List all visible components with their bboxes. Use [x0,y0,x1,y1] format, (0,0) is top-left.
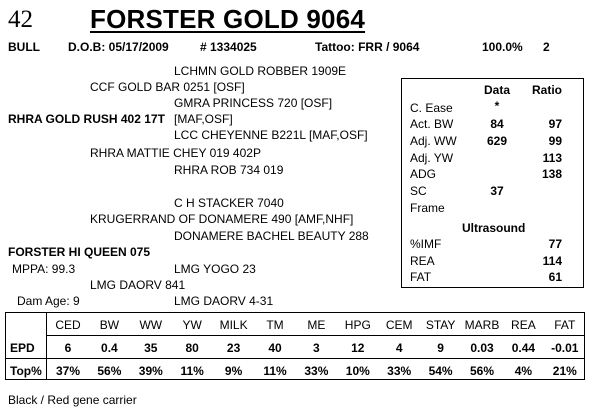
us-label: FAT [410,270,432,284]
epd-header: CED [55,318,81,332]
stat-label: Adj. WW [410,134,457,148]
epd-value: 0.03 [470,341,494,355]
mppa: MPPA: 99.3 [12,262,76,276]
epd-header: REA [511,318,536,332]
top-percent: 56% [97,364,122,378]
stat-ratio: 97 [548,117,562,131]
pedigree-dsd: DONAMERE BACHEL BEAUTY 288 [174,229,369,243]
epd-value: 80 [185,341,199,355]
registration-number: # 1334025 [200,40,257,54]
us-label: %IMF [410,237,442,251]
stat-label: C. Ease [410,101,453,115]
stat-data: 84 [490,117,504,131]
stat-data: 629 [486,134,508,148]
pedigree-sdd: RHRA ROB 734 019 [174,163,284,177]
lot-number: 42 [8,6,33,33]
stat-label: ADG [410,167,437,181]
stat-ratio: 99 [548,134,562,148]
data-col-header: Data [483,83,510,97]
pedigree-dd: LMG DAORV 841 [90,278,186,292]
us-label: REA [410,254,435,268]
epd-header: WW [139,318,163,332]
epd-value: 40 [268,341,282,355]
epd-header: TM [266,318,284,332]
sex-label: BULL [8,40,40,54]
epd-value: 23 [226,341,241,355]
top-percent: 56% [469,364,495,378]
us-ratio: 114 [542,254,562,268]
pedigree-dds: LMG YOGO 23 [174,262,256,276]
epd-header: MILK [219,318,248,332]
epd-divider [46,335,584,336]
animal-name: FORSTER GOLD 9064 [90,4,366,34]
epd-row-label: EPD [10,341,35,355]
ultrasound-title: Ultrasound [462,221,526,235]
top-percent: 54% [428,364,453,378]
stat-label: Act. BW [410,117,454,131]
epd-table [5,312,585,380]
us-ratio: 61 [548,270,562,284]
pedigree-sire: RHRA GOLD RUSH 402 17T [8,112,165,126]
top-row-label: Top% [10,364,42,378]
epd-header: ME [307,318,326,332]
pedigree-ds: KRUGERRAND OF DONAMERE 490 [AMF,NHF] [90,212,354,226]
epd-header: YW [182,318,202,332]
top-percent: 37% [55,364,81,378]
dam-age: Dam Age: 9 [17,294,80,308]
ratio-col-header: Ratio [532,83,562,97]
stat-label: Adj. YW [410,151,454,165]
top-percent: 9% [224,364,243,378]
pedigree-dss: C H STACKER 7040 [174,196,284,210]
epd-header: HPG [344,318,371,332]
epd-value: 0.44 [511,341,536,355]
top-percent: 33% [387,364,412,378]
epd-value: 35 [144,341,158,355]
dob: D.O.B: 05/17/2009 [68,40,169,54]
epd-divider [6,358,584,359]
stat-label: SC [410,184,427,198]
stat-ratio: 113 [542,151,562,165]
footer-note: Black / Red gene carrier [8,393,137,407]
epd-value: 3 [313,341,320,355]
top-percent: 11% [263,364,287,378]
epd-header: CEM [385,318,413,332]
top-percent: 33% [304,364,329,378]
epd-value: 4 [395,341,403,355]
pedigree-sire-tags: [MAF,OSF] [174,112,233,126]
us-ratio: 77 [548,237,562,251]
epd-header: BW [99,318,120,332]
top-percent: 4% [514,364,533,378]
pedigree-ddd: LMG DAORV 4-31 [174,294,274,308]
tattoo: Tattoo: FRR / 9064 [315,40,420,54]
epd-header: FAT [554,318,576,332]
top-percent: 39% [138,364,163,378]
stat-ratio: 138 [541,167,562,181]
epd-header: MARB [464,318,500,332]
stat-label: Frame [410,201,445,215]
epd-value: 9 [437,341,444,355]
performance-box [401,78,584,288]
epd-value: 0.4 [101,341,118,355]
pedigree-sss: LCHMN GOLD ROBBER 1909E [174,64,347,78]
pedigree-ss: CCF GOLD BAR 0251 [OSF] [90,80,245,94]
epd-value: 6 [64,341,72,355]
epd-value: -0.01 [551,341,579,355]
stat-data: * [494,99,500,113]
top-percent: 10% [345,364,370,378]
pedigree-sds: LCC CHEYENNE B221L [MAF,OSF] [174,128,368,142]
stat-data: 37 [490,184,504,198]
epd-value: 12 [351,341,365,355]
epd-header: STAY [425,318,456,332]
percent: 100.0% [482,40,523,54]
top-percent: 21% [552,364,577,378]
top-percent: 11% [180,364,204,378]
pedigree-dam: FORSTER HI QUEEN 075 [8,245,151,259]
pedigree-sd: RHRA MATTIE CHEY 019 402P [90,146,261,160]
count: 2 [543,40,550,54]
pedigree-ssd: GMRA PRINCESS 720 [OSF] [174,96,333,110]
